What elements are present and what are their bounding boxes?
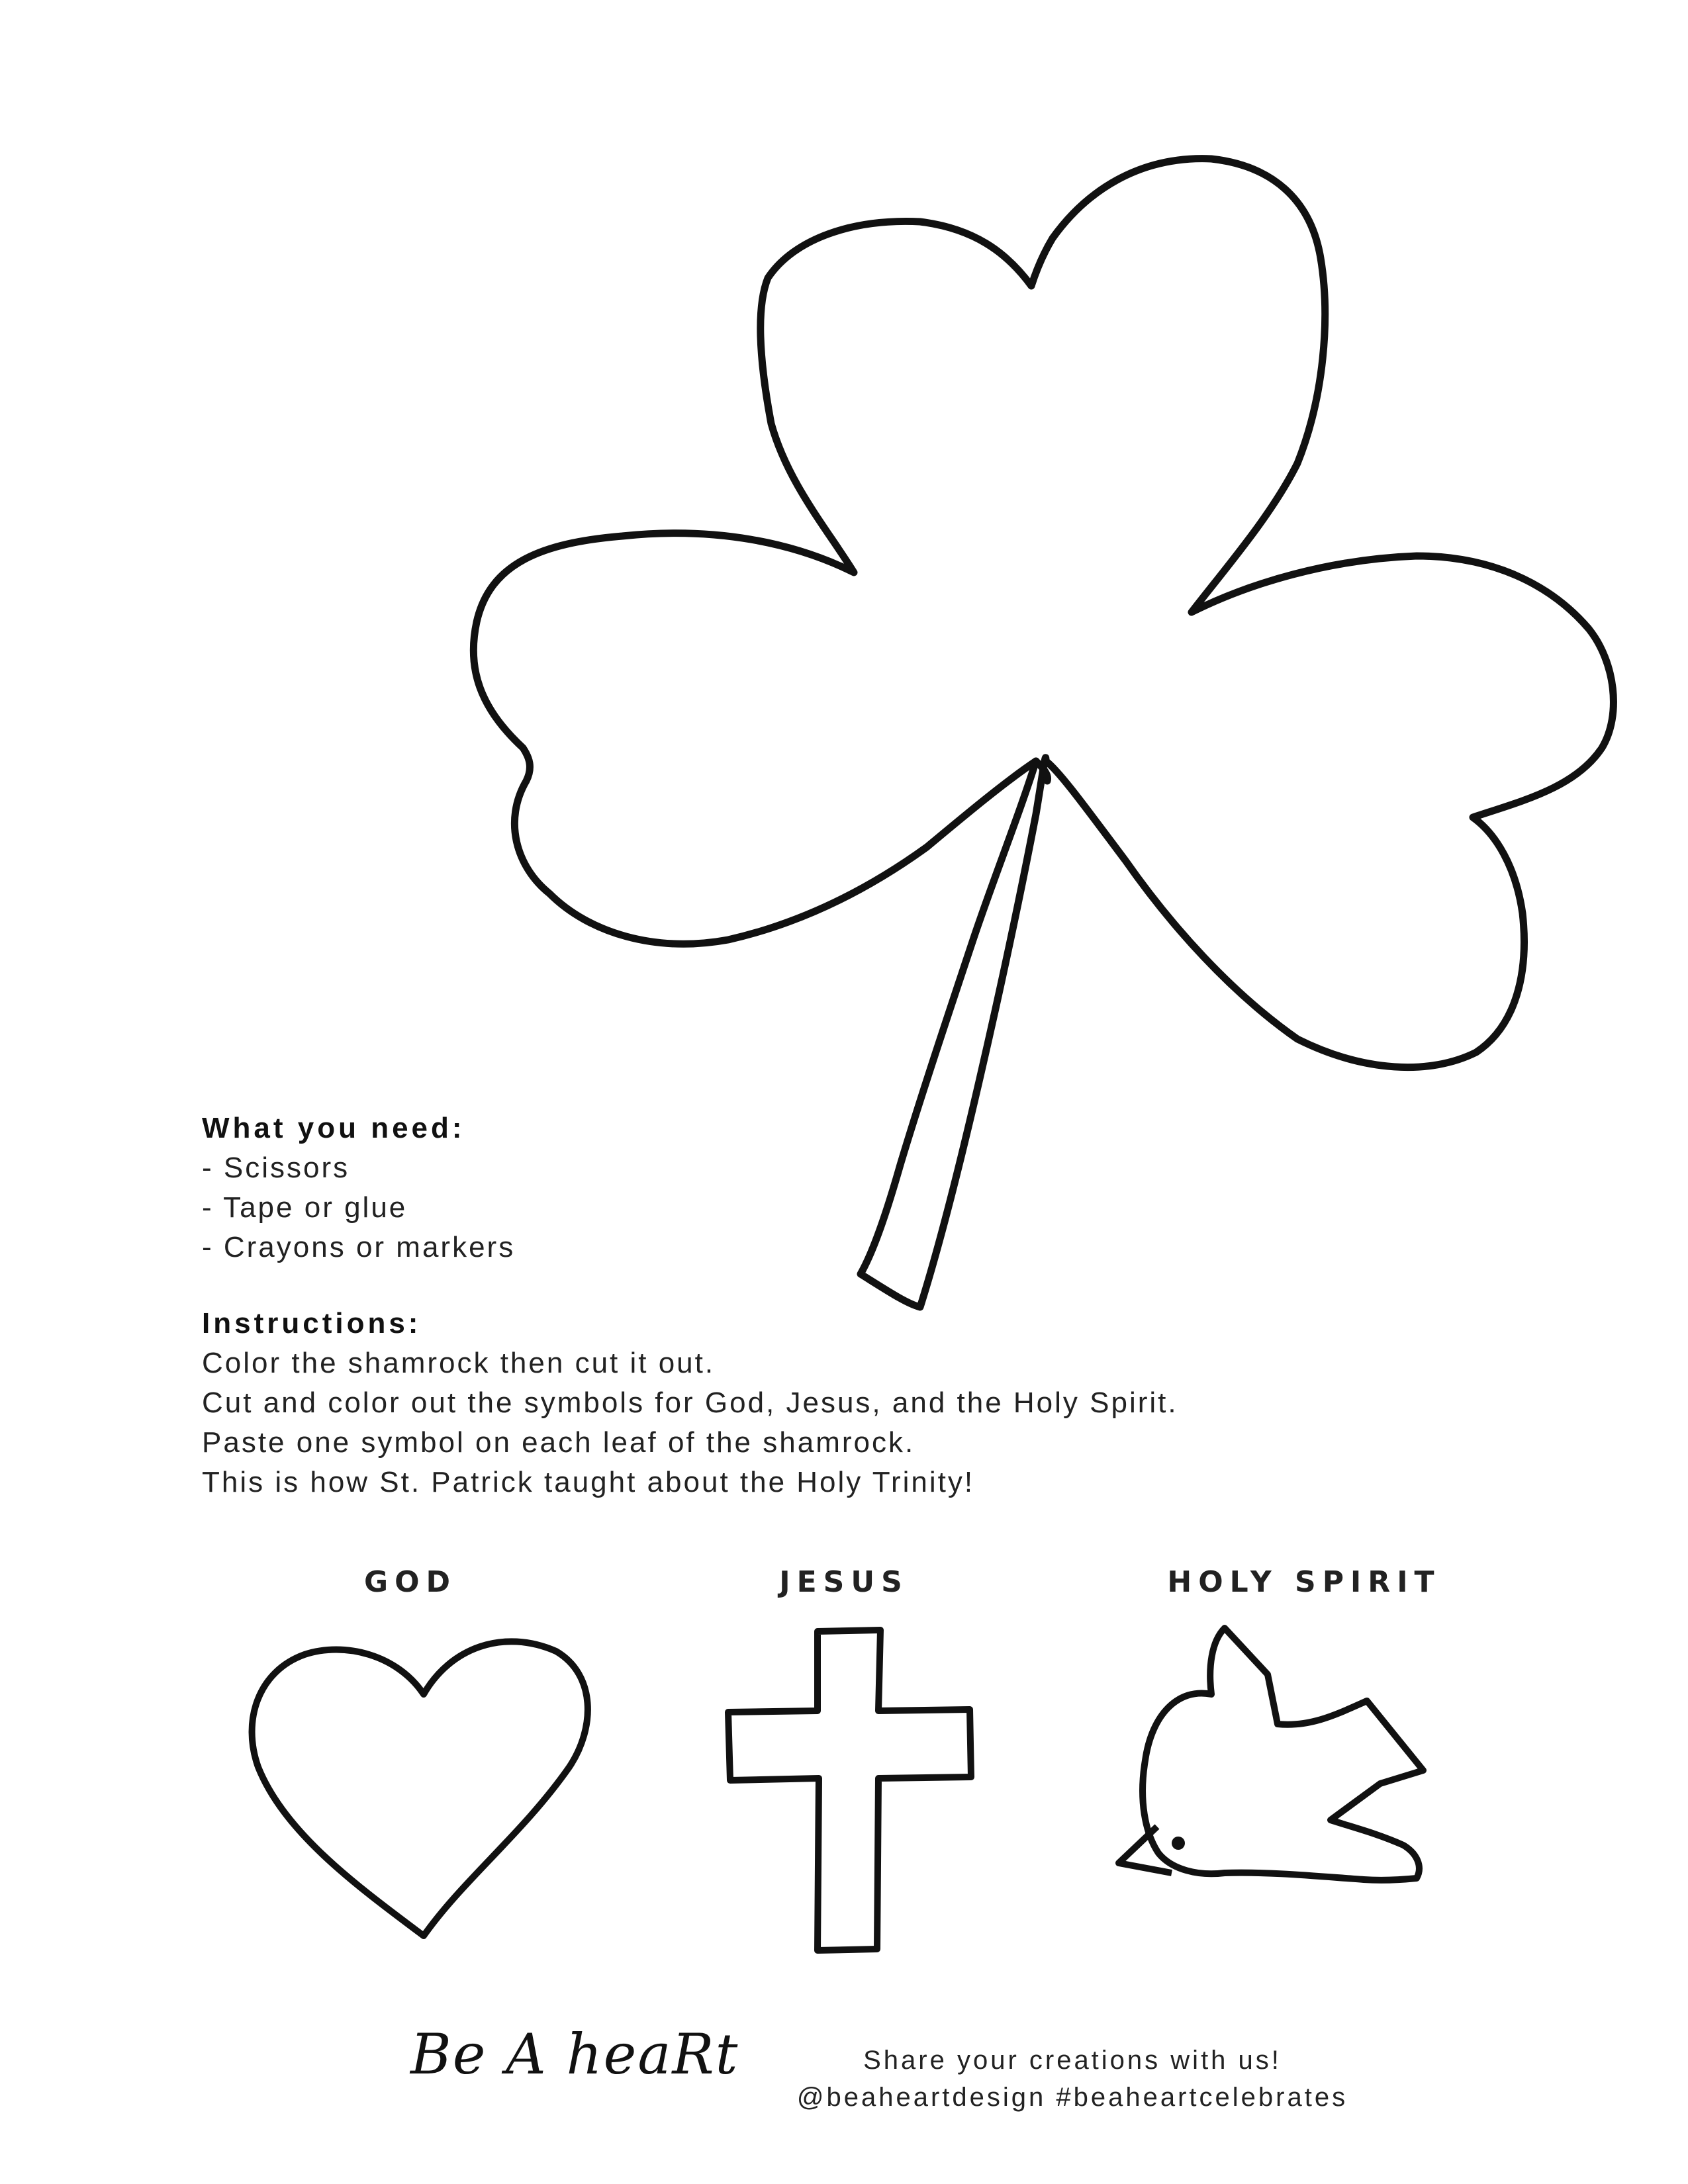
god-label: GOD xyxy=(363,1565,457,1599)
brand-logo: Be A heaRt xyxy=(410,2022,739,2087)
dove-icon xyxy=(1099,1615,1443,1919)
jesus-label: JESUS xyxy=(779,1565,909,1599)
materials-item: - Scissors xyxy=(202,1152,350,1184)
instruction-line: Color the shamrock then cut it out. xyxy=(202,1347,716,1379)
cross-icon xyxy=(725,1625,976,1956)
share-line-2: @beaheartdesign #beaheartcelebrates xyxy=(796,2083,1348,2112)
instruction-line: Paste one symbol on each leaf of the shamrock. xyxy=(202,1426,915,1459)
instructions xyxy=(202,1304,1178,1502)
instruction-line: Cut and color out the symbols for God, Jesus, and the Holy Spirit. xyxy=(202,1387,1178,1419)
instruction-line: This is how St. Patrick taught about the Holy Trinity! xyxy=(202,1466,975,1498)
materials-heading: What you need: xyxy=(202,1112,465,1144)
instructions-heading: Instructions: xyxy=(202,1307,422,1340)
materials-list xyxy=(202,1109,515,1267)
heart-icon xyxy=(238,1635,609,1952)
share-line-1: Share your creations with us! xyxy=(863,2046,1282,2075)
materials-item: - Crayons or markers xyxy=(202,1231,516,1263)
share-note xyxy=(791,2042,1354,2116)
holy-spirit-label: HOLY SPIRIT xyxy=(1167,1565,1441,1599)
materials-item: - Tape or glue xyxy=(202,1191,408,1224)
